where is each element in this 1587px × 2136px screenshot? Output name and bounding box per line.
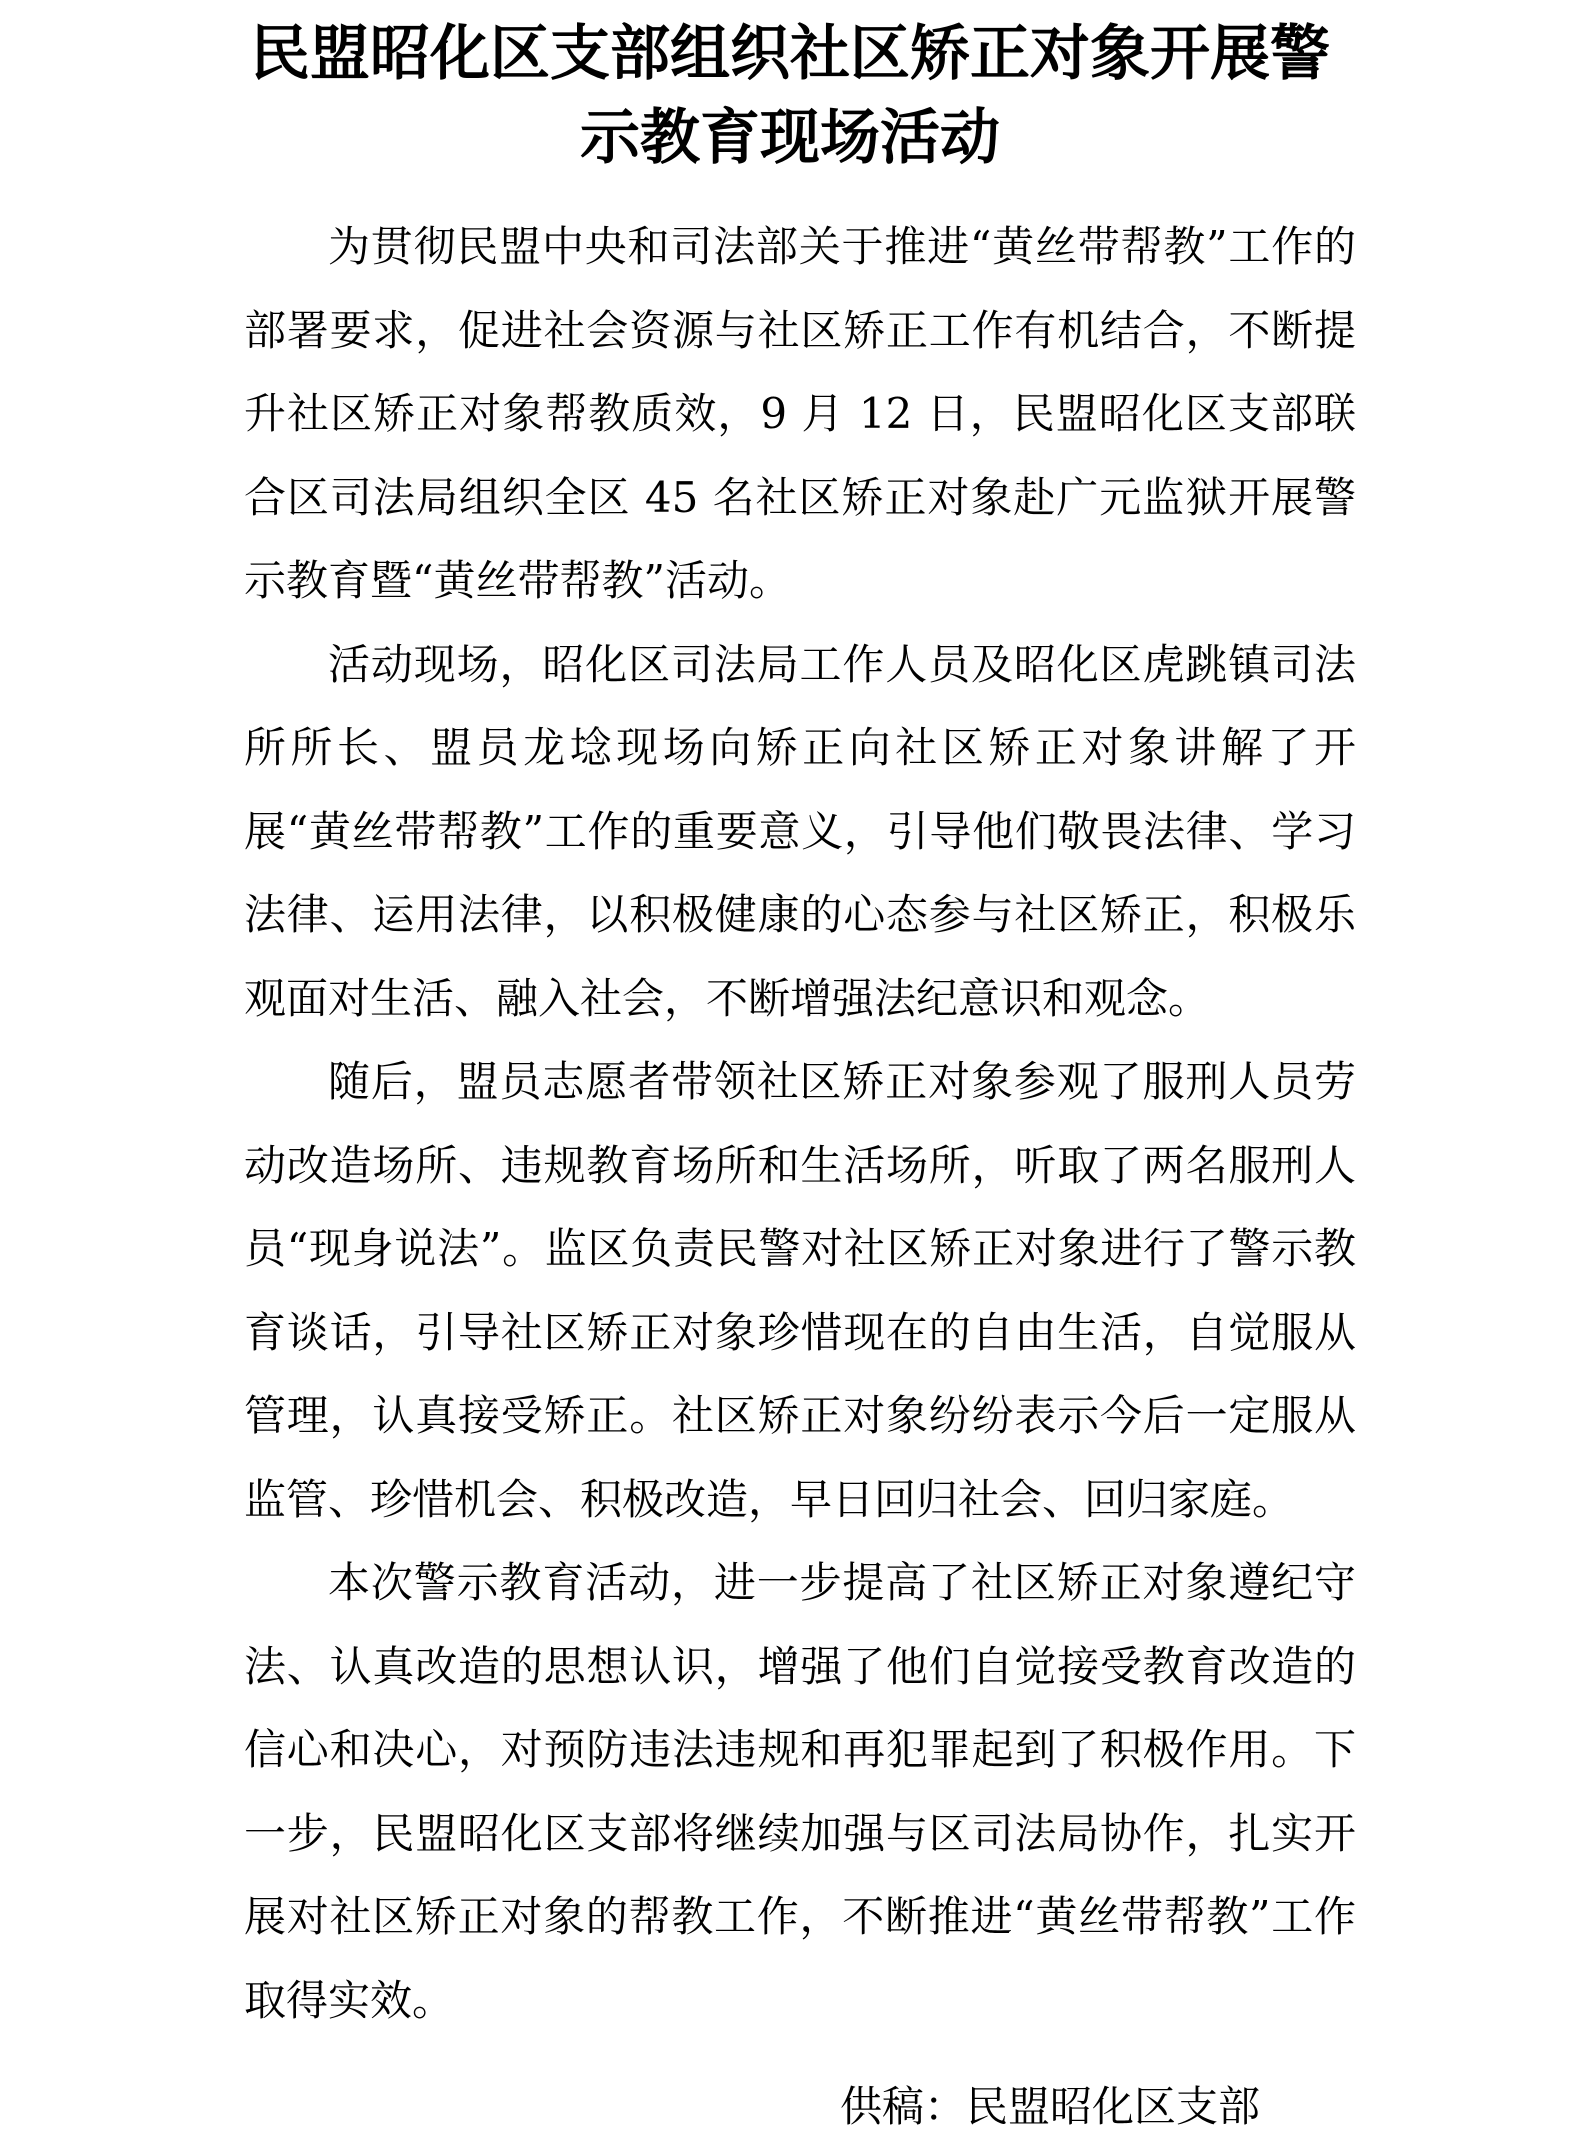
article-paragraph-4: 本次警示教育活动，进一步提高了社区矫正对象遵纪守法、认真改造的思想认识，增强了他们自觉接受教育改造的信心和决心，对预防违法违规和再犯罪起到了积极作用。下一步，民盟昭化区支部将继续加强与区司法局协作，扎实开展对社区矫正对象的帮教工作，不断推进“黄丝带帮教”工作取得实效。	[244, 1558, 1356, 2025]
article-paragraph-3: 随后，盟员志愿者带领社区矫正对象参观了服刑人员劳动改造场所、违规教育场所和生活场所，听取了两名服刑人员“现身说法”。监区负责民警对社区矫正对象进行了警示教育谈话，引导社区矫正对象珍惜现在的自由生活，自觉服从管理，认真接受矫正。社区矫正对象纷纷表示今后一定服从监管、珍惜机会、积极改造，早日回归社会、回归家庭。	[244, 1057, 1356, 1524]
article-paragraph-1: 为贯彻民盟中央和司法部关于推进“黄丝带帮教”工作的部署要求，促进社会资源与社区矫正工作有机结合，不断提升社区矫正对象帮教质效，9 月 12 日，民盟昭化区支部联合区司法局组织全区 45 名社区矫正对象赴广元监狱开展警示教育暨“黄丝带帮教”活动。	[244, 222, 1356, 605]
article-byline: 供稿：民盟昭化区支部	[840, 2082, 1261, 2131]
article-title: 民盟昭化区支部组织社区矫正对象开展警示教育现场活动	[250, 19, 1330, 173]
article-body	[244, 205, 1356, 2042]
article-paragraph-2: 活动现场，昭化区司法局工作人员及昭化区虎跳镇司法所所长、盟员龙埝现场向矫正向社区矫正对象讲解了开展“黄丝带帮教”工作的重要意义，引导他们敬畏法律、学习法律、运用法律，以积极健康的心态参与社区矫正，积极乐观面对生活、融入社会，不断增强法纪意识和观念。	[244, 639, 1356, 1023]
